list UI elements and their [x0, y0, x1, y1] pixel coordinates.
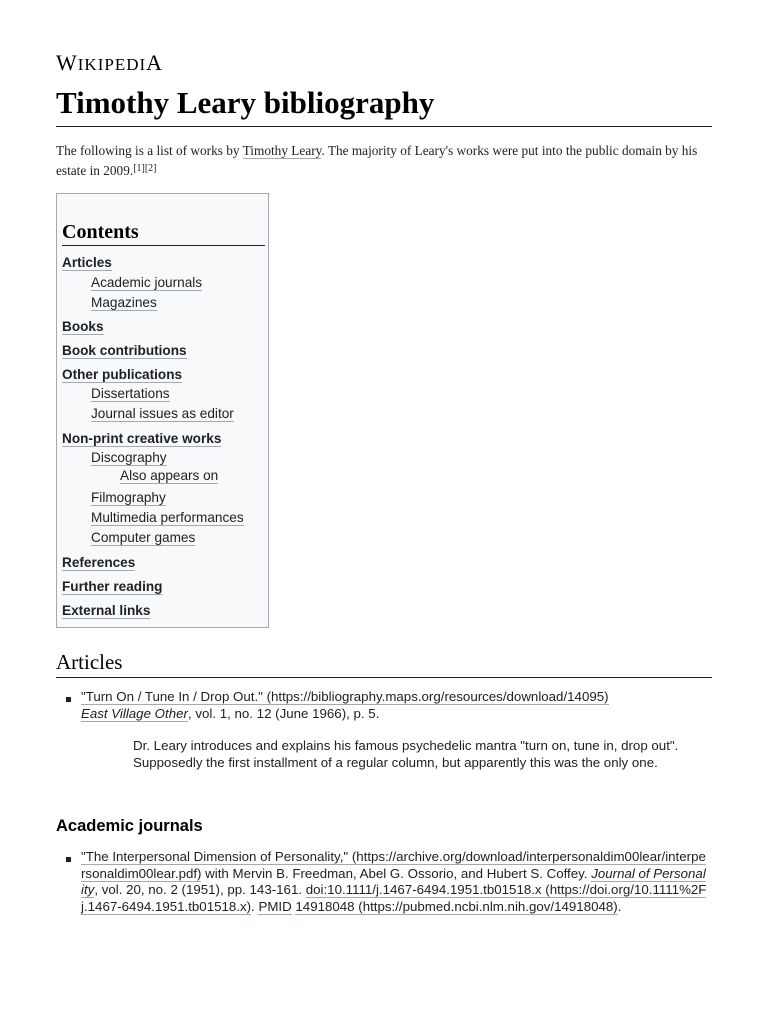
timothy-leary-link[interactable]: Timothy Leary	[242, 143, 322, 158]
logo-letter: W	[56, 50, 78, 75]
toc-item-label: Further reading	[62, 579, 163, 594]
wikipedia-logo[interactable]	[56, 50, 163, 76]
intro-text: The following is a list of works by	[56, 143, 243, 158]
toc-item-academic-journals[interactable]	[91, 274, 202, 292]
toc-item-label: Other publications	[62, 367, 183, 382]
toc-title: Contents	[62, 220, 265, 246]
toc-item-label: Book contributions	[62, 343, 187, 358]
source-title: East Village Other	[81, 705, 188, 721]
toc-item-non-print-creative-works[interactable]	[62, 430, 221, 448]
ref-details: , vol. 20, no. 2 (1951), pp. 143-161.	[94, 882, 306, 897]
logo-letter: A	[146, 50, 164, 75]
toc-item-book-contributions[interactable]	[62, 342, 187, 360]
toc-item-label: Computer games	[91, 530, 196, 545]
toc-item-further-reading[interactable]	[62, 578, 162, 596]
table-of-contents	[56, 193, 269, 628]
toc-item-label: Non-print creative works	[62, 431, 222, 446]
toc-item-discography[interactable]	[91, 449, 167, 467]
ref-authors: with Mervin B. Freedman, Abel G. Ossorio, and Hubert S. Coffey.	[201, 865, 592, 881]
toc-item-label: External links	[62, 603, 151, 618]
intro-paragraph	[56, 141, 713, 181]
toc-item-label: Discography	[91, 450, 167, 465]
toc-item-label: Magazines	[91, 295, 157, 310]
list-bullet	[66, 857, 71, 862]
list-bullet	[66, 697, 71, 702]
section-heading-articles: Articles	[56, 648, 712, 678]
intro-text: . The majority of Leary's works were put into the public domain by his estate in 2009.	[56, 143, 698, 178]
pmid-link[interactable]: 14918048 (https://pubmed.ncbi.nlm.nih.gov/14918048)	[295, 898, 618, 914]
toc-item-label: Journal issues as editor	[91, 406, 234, 421]
toc-item-label: Books	[62, 319, 104, 334]
toc-item-label: Filmography	[91, 490, 166, 505]
interpersonal-article-link[interactable]: "The Interpersonal Dimension of Personality," (https://archive.org/download/interpersonaldim00lear/interpersonaldim00lear.pdf)	[81, 849, 706, 881]
toc-item-other-publications[interactable]	[62, 366, 182, 384]
turn-on-article-link[interactable]: "Turn On / Tune In / Drop Out." (https://bibliography.maps.org/resources/download/14095)	[81, 689, 609, 704]
block-quote: Dr. Leary introduces and explains his famous psychedelic mantra "turn on, tune in, drop out". Supposedly the first installment of a regular column, but apparently this was the only one.	[133, 738, 679, 770]
toc-item-external-links[interactable]	[62, 602, 150, 620]
east-village-other-link[interactable]	[81, 706, 188, 722]
toc-item-also-appears-on[interactable]	[120, 467, 218, 485]
toc-item-label: Multimedia performances	[91, 510, 244, 525]
ref-punctuation: .	[617, 898, 622, 914]
toc-item-label: Dissertations	[91, 386, 170, 401]
pmid-label-link[interactable]: PMID	[258, 898, 292, 914]
toc-item-journal-issues-as-editor[interactable]	[91, 405, 234, 423]
list-item-turn-on	[81, 689, 715, 722]
ref-details: , vol. 1, no. 12 (June 1966), p. 5.	[187, 705, 380, 721]
toc-item-dissertations[interactable]	[91, 385, 170, 403]
section-heading-academic-journals: Academic journals	[56, 817, 203, 835]
logo-letters: IKIPEDI	[77, 55, 147, 74]
toc-item-label: Academic journals	[91, 275, 203, 290]
page-title: Timothy Leary bibliography	[56, 84, 712, 127]
toc-item-books[interactable]	[62, 318, 104, 336]
toc-item-filmography[interactable]	[91, 489, 166, 507]
doi-link[interactable]: doi:10.1111/j.1467-6494.1951.tb01518.x (https://doi.org/10.1111%2Fj.1467-6494.1951.tb01518.x)	[81, 882, 707, 914]
toc-item-references[interactable]	[62, 554, 135, 572]
list-item-interpersonal	[81, 849, 707, 915]
toc-item-label: References	[62, 555, 136, 570]
toc-item-label: Articles	[62, 255, 112, 270]
toc-item-magazines[interactable]	[91, 294, 157, 312]
toc-item-label: Also appears on	[120, 468, 219, 483]
citation-links[interactable]: [1][2]	[133, 163, 157, 174]
journal-title: Journal of Personality	[81, 865, 706, 897]
ref-punctuation: .	[251, 898, 255, 914]
toc-item-computer-games[interactable]	[91, 529, 195, 547]
toc-item-multimedia-performances[interactable]	[91, 509, 244, 527]
toc-item-articles[interactable]	[62, 254, 112, 272]
